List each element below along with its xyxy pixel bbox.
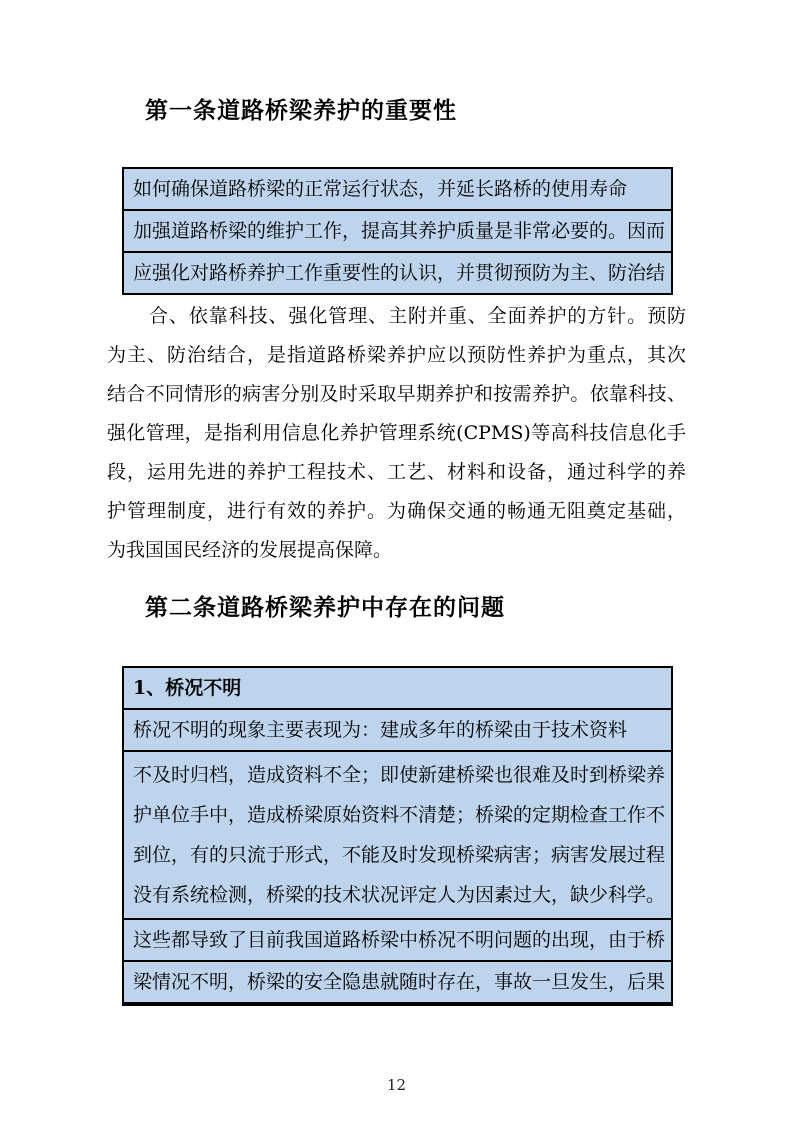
section1-paragraph — [107, 297, 686, 570]
table-row — [124, 708, 671, 750]
table-cell-text: 应强化对路桥养护工作重要性的认识，并贯彻预防为主、防治结 — [133, 262, 666, 284]
table-cell-line: 没有系统检测，桥梁的技术状况评定人为因素过大，缺少科学。 — [133, 884, 666, 906]
paragraph-line: 段，运用先进的养护工程技术、工艺、材料和设备，通过科学的养 — [107, 461, 686, 483]
table-row — [124, 918, 671, 960]
table-row — [124, 169, 671, 209]
table-cell-text: 梁情况不明，桥梁的安全隐患就随时存在，事故一旦发生，后果 — [133, 971, 666, 993]
table-cell-line: 护单位手中，造成桥梁原始资料不清楚；桥梁的定期检查工作不 — [133, 804, 666, 826]
paragraph-line: 强化管理，是指利用信息化养护管理系统(CPMS)等高科技信息化手 — [107, 422, 686, 444]
table-cell-text: 桥况不明的现象主要表现为：建成多年的桥梁由于技术资料 — [133, 719, 628, 741]
table-cell-text: 如何确保道路桥梁的正常运行状态，并延长路桥的使用寿命 — [133, 178, 628, 200]
table-cell-text: 加强道路桥梁的维护工作，提高其养护质量是非常必要的。因而 — [133, 220, 666, 242]
table-cell-text: 这些都导致了目前我国道路桥梁中桥况不明问题的出现，由于桥 — [133, 929, 666, 951]
section1-highlight-table — [122, 167, 673, 295]
table-row — [124, 750, 671, 918]
section2-heading: 第二条道路桥梁养护中存在的问题 — [145, 594, 505, 621]
table-row — [124, 209, 671, 251]
paragraph-line: 结合不同情形的病害分别及时采取早期养护和按需养护。依靠科技、 — [107, 383, 686, 405]
paragraph-line: 护管理制度，进行有效的养护。为确保交通的畅通无阻奠定基础， — [107, 500, 686, 522]
paragraph-line: 合、依靠科技、强化管理、主附并重、全面养护的方针。预防 — [149, 305, 686, 327]
table-row — [124, 960, 671, 1002]
table-cell-line: 不及时归档，造成资料不全；即使新建桥梁也很难及时到桥梁养 — [133, 764, 666, 786]
paragraph-line: 为我国国民经济的发展提高保障。 — [107, 539, 393, 561]
table-cell-line: 到位，有的只流于形式，不能及时发现桥梁病害；病害发展过程 — [133, 844, 666, 866]
page-number: 12 — [386, 1076, 407, 1094]
paragraph-line: 为主、防治结合，是指道路桥梁养护应以预防性养护为重点，其次 — [107, 344, 686, 366]
table-row — [124, 251, 671, 293]
section1-heading: 第一条道路桥梁养护的重要性 — [145, 97, 457, 124]
table-row — [124, 668, 671, 708]
table-cell-text: 1、桥况不明 — [133, 677, 242, 699]
section2-highlight-table — [122, 666, 673, 1006]
